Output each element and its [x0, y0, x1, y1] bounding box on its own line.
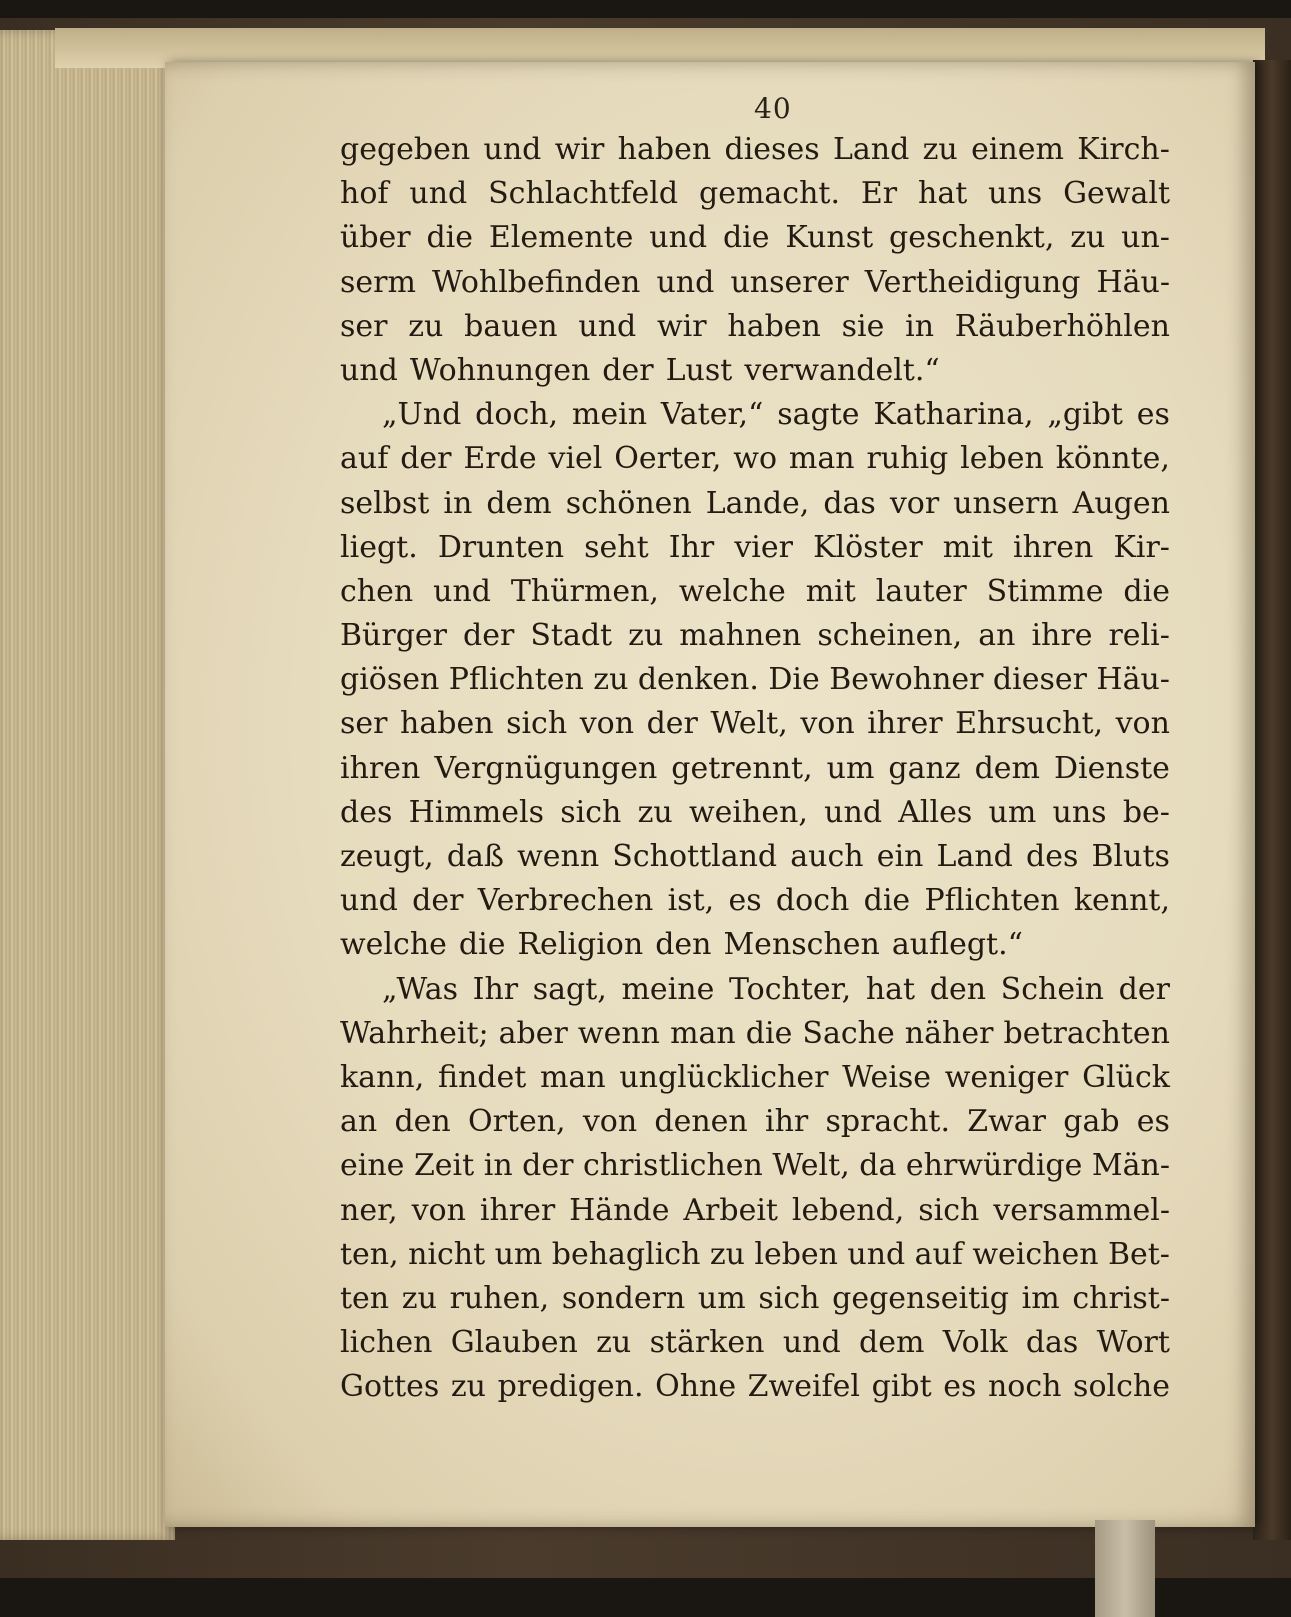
word: Kirch- — [1077, 132, 1170, 167]
word: Häu- — [1096, 264, 1170, 300]
word: zu — [450, 1369, 487, 1405]
word: auflegt.“ — [891, 927, 1023, 963]
word: Wort — [1096, 1325, 1170, 1361]
word: Er — [860, 176, 898, 212]
text-line — [340, 658, 1170, 702]
word: des — [340, 794, 393, 830]
word: geschenkt, — [889, 220, 1055, 256]
word: aber — [498, 1015, 568, 1051]
word: gemacht. — [698, 176, 840, 212]
word: selbst — [340, 485, 430, 521]
text-line — [340, 747, 1170, 791]
page-text — [340, 128, 1170, 1409]
word: Räuberhöhlen — [954, 308, 1170, 344]
word: Bürger — [340, 618, 448, 654]
text-line — [340, 128, 1170, 172]
word: Religion — [517, 927, 644, 963]
word: christ- — [1072, 1280, 1170, 1316]
word: zu — [628, 618, 664, 654]
word: von — [411, 1192, 466, 1228]
word: sondern — [561, 1280, 686, 1316]
word: hat — [865, 971, 916, 1007]
text-line — [340, 216, 1170, 260]
word: der — [522, 1148, 574, 1184]
word: Bet- — [1107, 1236, 1170, 1272]
word: um — [697, 1280, 746, 1316]
word: kennt, — [1073, 883, 1170, 919]
word: auf — [340, 441, 389, 477]
word: Arbeit — [683, 1192, 778, 1228]
text-line — [340, 1365, 1170, 1409]
word: Vertheidigung — [864, 264, 1081, 300]
word: Gewalt — [1063, 176, 1170, 212]
word: Elemente — [488, 220, 634, 256]
word: im — [1021, 1280, 1060, 1316]
text-line — [340, 570, 1170, 614]
word: könnte, — [1055, 441, 1170, 477]
word: ihrer — [867, 706, 943, 742]
word: Zeit — [413, 1148, 475, 1184]
word: der — [400, 441, 452, 477]
book-right-edge — [1253, 60, 1291, 1540]
word: Schottland — [612, 839, 778, 874]
word: vor — [889, 485, 940, 521]
word: be- — [1122, 794, 1170, 830]
word: um — [494, 1236, 543, 1272]
word: Vater,“ — [660, 397, 764, 433]
word: Stimme — [986, 573, 1104, 609]
word: es — [943, 1369, 977, 1405]
word: sagt, — [532, 971, 607, 1007]
word: Lande, — [705, 485, 810, 521]
word: und — [649, 220, 708, 256]
word: sich — [758, 1280, 820, 1316]
text-line — [340, 349, 1170, 393]
word: denken. — [637, 662, 759, 698]
word: zu — [401, 1280, 437, 1316]
text-line — [340, 482, 1170, 526]
text-line — [340, 1277, 1170, 1321]
word: das — [1025, 1325, 1079, 1361]
word: behaglich — [551, 1236, 701, 1272]
word: des — [1026, 839, 1079, 874]
word: Land — [832, 132, 910, 167]
word: welche — [340, 927, 447, 963]
word: wo — [733, 441, 778, 477]
word: der — [1118, 971, 1170, 1007]
word: ihren — [340, 750, 421, 786]
word: ser — [340, 706, 388, 742]
word: weichen — [972, 1236, 1099, 1272]
word: Augen — [1072, 485, 1170, 521]
word: Bluts — [1091, 839, 1170, 874]
word: Gottes — [340, 1369, 440, 1405]
word: Glauben — [450, 1325, 578, 1361]
word: weihen, — [688, 794, 808, 830]
word: und — [340, 352, 398, 388]
word: ner, — [340, 1192, 398, 1228]
word: auch — [790, 839, 864, 874]
word: von — [579, 706, 635, 742]
word: ist, — [667, 883, 715, 919]
word: betrachten — [1003, 1015, 1170, 1051]
word: mit — [805, 573, 856, 609]
word: gibt — [871, 1369, 932, 1405]
word: und — [847, 1236, 906, 1272]
word: Dienste — [1053, 750, 1170, 786]
word: es — [1136, 397, 1170, 433]
word: lebend, — [791, 1192, 905, 1228]
word: giösen — [340, 662, 440, 698]
word: getrennt, — [671, 750, 813, 786]
word: leben — [754, 1236, 838, 1272]
page-number: 40 — [754, 92, 792, 125]
word: serm — [340, 264, 416, 300]
word: haben — [617, 132, 712, 167]
word: unglücklicher — [619, 1059, 829, 1095]
word: sie — [841, 308, 885, 344]
word: näher — [904, 1015, 994, 1051]
word: Drunten — [437, 529, 565, 565]
word: ser — [340, 308, 388, 344]
word: mein — [571, 397, 648, 433]
word: ihr — [764, 1104, 809, 1140]
word: Welt, — [710, 706, 788, 742]
word: Stadt — [530, 618, 613, 654]
word: Män- — [1091, 1148, 1170, 1184]
word: und — [782, 1325, 841, 1361]
word: und — [483, 132, 542, 167]
word: die — [458, 927, 506, 963]
word: „Und — [382, 397, 462, 433]
word: Hände — [569, 1192, 670, 1228]
word: zu — [637, 794, 673, 830]
word: Ehrsucht, — [955, 706, 1104, 742]
word: Alles — [898, 794, 973, 830]
word: Die — [768, 662, 820, 698]
word: zu — [709, 1236, 745, 1272]
word: gegenseitig — [832, 1280, 1009, 1316]
word: welche — [678, 573, 786, 609]
word: nicht — [408, 1236, 486, 1272]
word: Ihr — [668, 529, 715, 565]
word: stärken — [649, 1325, 765, 1361]
text-line — [340, 702, 1170, 746]
text-line — [340, 172, 1170, 216]
word: Thürmen, — [510, 573, 659, 609]
word: Lust — [665, 352, 733, 388]
word: Himmels — [408, 794, 544, 830]
word: bauen — [464, 308, 558, 344]
word: ein — [876, 839, 924, 874]
word: sich — [918, 1192, 980, 1228]
word: ehrwürdige — [905, 1148, 1083, 1184]
text-line — [340, 614, 1170, 658]
text-line — [340, 879, 1170, 923]
word: zu — [408, 308, 444, 344]
word: Ohne — [655, 1369, 737, 1405]
word: Welt, — [772, 1148, 850, 1184]
word: „gibt — [1047, 397, 1123, 433]
word: es — [728, 883, 762, 919]
word: Wahrheit; — [340, 1015, 489, 1051]
word: un- — [1121, 220, 1170, 256]
word: ruhen, — [449, 1280, 550, 1316]
word: solche — [1073, 1369, 1170, 1405]
text-line — [340, 968, 1170, 1012]
word: den — [655, 927, 712, 963]
word: Menschen — [723, 927, 880, 963]
word: da — [859, 1148, 897, 1184]
text-line — [340, 526, 1170, 570]
word: schönen — [565, 485, 692, 521]
word: die — [745, 1015, 793, 1051]
word: die — [1123, 573, 1170, 609]
word: der — [602, 352, 654, 388]
word: der — [412, 883, 464, 919]
word: zu — [922, 132, 958, 167]
word: Wohnungen — [409, 352, 591, 388]
word: haben — [727, 308, 821, 344]
word: und — [340, 883, 398, 919]
word: Tochter, — [728, 971, 852, 1007]
word: und — [409, 176, 468, 212]
text-line — [340, 1321, 1170, 1365]
word: scheinen, — [817, 618, 963, 654]
word: uns — [1052, 794, 1107, 830]
word: zu — [593, 662, 629, 698]
word: auf — [914, 1236, 963, 1272]
word: den — [394, 1104, 451, 1140]
word: Wohlbefinden — [432, 264, 641, 300]
word: Häu- — [1096, 662, 1170, 698]
word: Vergnügungen — [434, 750, 658, 786]
bookmark-ribbon — [1095, 1520, 1155, 1617]
word: wir — [554, 132, 605, 167]
text-line — [340, 1144, 1170, 1188]
word: mit — [942, 529, 993, 565]
word: doch, — [475, 397, 559, 433]
word: eine — [340, 1148, 405, 1184]
word: der — [463, 618, 515, 654]
word: Klöster — [813, 529, 923, 565]
word: Schlachtfeld — [488, 176, 679, 212]
word: Verbrechen — [477, 883, 654, 919]
text-line — [340, 1100, 1170, 1144]
word: verwandelt.“ — [744, 352, 940, 388]
word: man — [539, 1059, 606, 1095]
word: unserer — [730, 264, 849, 300]
word: dieses — [724, 132, 820, 167]
text-line — [340, 1189, 1170, 1233]
word: dem — [974, 750, 1040, 786]
text-line — [340, 393, 1170, 437]
word: liegt. — [340, 529, 418, 565]
word: dem — [486, 485, 552, 521]
word: und — [433, 573, 491, 609]
word: vier — [734, 529, 793, 565]
word: dieser — [992, 662, 1087, 698]
word: an — [978, 618, 1016, 654]
word: haben — [400, 706, 494, 742]
text-line — [340, 437, 1170, 481]
word: zeugt, — [340, 839, 434, 874]
word: Zwar — [967, 1104, 1047, 1140]
text-line — [340, 835, 1170, 879]
word: meine — [621, 971, 715, 1007]
word: man — [670, 1015, 736, 1051]
word: der — [646, 706, 698, 742]
word: viel — [548, 441, 603, 477]
word: wenn — [577, 1015, 660, 1051]
word: ihren — [1013, 529, 1094, 565]
word: Kunst — [785, 220, 874, 256]
word: daß — [446, 839, 504, 874]
word: lichen — [340, 1325, 433, 1361]
word: Katharina, — [873, 397, 1034, 433]
word: uns — [988, 176, 1043, 212]
word: um — [826, 750, 875, 786]
word: Ihr — [472, 971, 519, 1007]
word: und — [578, 308, 637, 344]
word: seht — [584, 529, 649, 565]
text-line — [340, 1056, 1170, 1100]
text-line — [340, 791, 1170, 835]
word: spracht. — [825, 1104, 951, 1140]
word: Erde — [463, 441, 537, 477]
word: gab — [1063, 1104, 1120, 1140]
word: sagte — [777, 397, 860, 433]
word: an — [340, 1104, 378, 1140]
text-line — [340, 305, 1170, 349]
word: predigen. — [497, 1369, 644, 1405]
word: ihre — [1031, 618, 1093, 654]
word: um — [988, 794, 1037, 830]
page-stack-edge — [0, 30, 175, 1540]
word: ganz — [888, 750, 961, 786]
word: es — [1136, 1104, 1170, 1140]
word: findet — [437, 1059, 527, 1095]
word: den — [929, 971, 987, 1007]
word: über — [340, 220, 411, 256]
word: Land — [936, 839, 1013, 874]
word: Weise — [842, 1059, 932, 1095]
word: Glück — [1082, 1059, 1170, 1095]
word: die — [863, 883, 911, 919]
word: in — [905, 308, 935, 344]
word: ruhig — [866, 441, 949, 477]
word: weniger — [944, 1059, 1069, 1095]
word: doch — [775, 883, 850, 919]
word: dem — [859, 1325, 925, 1361]
word: sich — [560, 794, 622, 830]
text-line — [340, 1012, 1170, 1056]
word: zu — [1070, 220, 1106, 256]
word: und — [824, 794, 883, 830]
word: leben — [960, 441, 1044, 477]
word: mahnen — [679, 618, 802, 654]
word: chen — [340, 573, 414, 609]
word: in — [483, 1148, 513, 1184]
word: Kir- — [1113, 529, 1170, 565]
word: Oerter, — [614, 441, 722, 477]
word: die — [722, 220, 770, 256]
word: Schein — [1000, 971, 1104, 1007]
word: wenn — [517, 839, 600, 874]
word: „Was — [382, 971, 458, 1007]
word: reli- — [1108, 618, 1170, 654]
word: man — [788, 441, 855, 477]
word: hat — [918, 176, 968, 212]
word: Zweifel — [747, 1369, 860, 1405]
word: ihrer — [479, 1192, 556, 1228]
word: ten, — [340, 1236, 399, 1272]
word: ten — [340, 1280, 390, 1316]
word: Bewohner — [829, 662, 984, 698]
word: denen — [654, 1104, 748, 1140]
word: versammel- — [993, 1192, 1170, 1228]
text-line — [340, 923, 1170, 967]
text-line — [340, 261, 1170, 305]
word: noch — [987, 1369, 1062, 1405]
word: Orten, — [467, 1104, 566, 1140]
text-line — [340, 1233, 1170, 1277]
word: die — [426, 220, 474, 256]
word: einem — [971, 132, 1064, 167]
word: Pflichten — [924, 883, 1060, 919]
word: von — [1115, 706, 1170, 742]
word: Sache — [802, 1015, 895, 1051]
word: sich — [506, 706, 568, 742]
word: Volk — [942, 1325, 1008, 1361]
word: hof — [340, 176, 389, 212]
word: in — [443, 485, 473, 521]
word: unsern — [953, 485, 1059, 521]
word: und — [656, 264, 715, 300]
word: Pflichten — [448, 662, 584, 698]
word: christlichen — [582, 1148, 763, 1184]
word: von — [582, 1104, 638, 1140]
word: gegeben — [340, 132, 471, 167]
word: von — [800, 706, 855, 742]
word: das — [823, 485, 876, 521]
word: kann, — [340, 1059, 425, 1095]
word: lauter — [875, 573, 967, 609]
word: wir — [657, 308, 707, 344]
word: zu — [596, 1325, 632, 1361]
